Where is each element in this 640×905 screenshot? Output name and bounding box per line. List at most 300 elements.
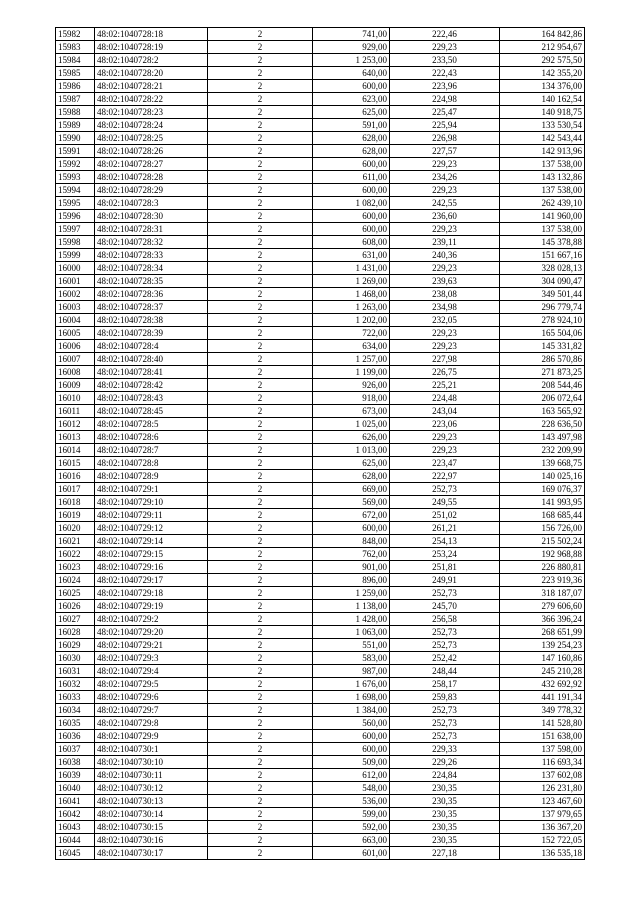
area-cell: 583,00	[313, 652, 390, 665]
area-cell: 626,00	[313, 431, 390, 444]
category-code-cell: 2	[208, 236, 313, 249]
category-code-cell: 2	[208, 535, 313, 548]
specific-value-cell: 242,55	[390, 197, 500, 210]
specific-value-cell: 232,05	[390, 314, 500, 327]
cadastral-value-cell: 145 378,88	[500, 236, 585, 249]
specific-value-cell: 243,04	[390, 405, 500, 418]
specific-value-cell: 252,42	[390, 652, 500, 665]
area-cell: 669,00	[313, 483, 390, 496]
area-cell: 600,00	[313, 223, 390, 236]
table-row	[56, 327, 585, 340]
category-code-cell: 2	[208, 483, 313, 496]
cadastral-number-cell: 48:02:1040728:20	[95, 67, 208, 80]
area-cell: 600,00	[313, 522, 390, 535]
row-number-cell: 15988	[56, 106, 95, 119]
cadastral-number-cell: 48:02:1040729:8	[95, 717, 208, 730]
area-cell: 1 013,00	[313, 444, 390, 457]
cadastral-value-cell: 151 638,00	[500, 730, 585, 743]
cadastral-number-cell: 48:02:1040728:25	[95, 132, 208, 145]
cadastral-value-cell: 139 668,75	[500, 457, 585, 470]
cadastral-number-cell: 48:02:1040729:21	[95, 639, 208, 652]
cadastral-number-cell: 48:02:1040728:31	[95, 223, 208, 236]
row-number-cell: 15998	[56, 236, 95, 249]
cadastral-value-cell: 223 919,36	[500, 574, 585, 587]
row-number-cell: 15997	[56, 223, 95, 236]
area-cell: 592,00	[313, 821, 390, 834]
cadastral-value-cell: 156 726,00	[500, 522, 585, 535]
row-number-cell: 16045	[56, 847, 95, 860]
cadastral-value-cell: 143 132,86	[500, 171, 585, 184]
category-code-cell: 2	[208, 717, 313, 730]
cadastral-value-cell: 278 924,10	[500, 314, 585, 327]
category-code-cell: 2	[208, 691, 313, 704]
category-code-cell: 2	[208, 119, 313, 132]
area-cell: 673,00	[313, 405, 390, 418]
cadastral-value-cell: 262 439,10	[500, 197, 585, 210]
area-cell: 929,00	[313, 41, 390, 54]
row-number-cell: 16010	[56, 392, 95, 405]
cadastral-value-cell: 136 367,20	[500, 821, 585, 834]
category-code-cell: 2	[208, 626, 313, 639]
cadastral-value-cell: 141 993,95	[500, 496, 585, 509]
specific-value-cell: 252,73	[390, 483, 500, 496]
category-code-cell: 2	[208, 28, 313, 41]
cadastral-value-cell: 152 722,05	[500, 834, 585, 847]
table-row	[56, 353, 585, 366]
area-cell: 1 269,00	[313, 275, 390, 288]
specific-value-cell: 253,24	[390, 548, 500, 561]
area-cell: 628,00	[313, 145, 390, 158]
category-code-cell: 2	[208, 574, 313, 587]
row-number-cell: 16006	[56, 340, 95, 353]
cadastral-value-cell: 349 778,32	[500, 704, 585, 717]
row-number-cell: 15991	[56, 145, 95, 158]
cadastral-number-cell: 48:02:1040728:45	[95, 405, 208, 418]
specific-value-cell: 258,17	[390, 678, 500, 691]
row-number-cell: 15992	[56, 158, 95, 171]
specific-value-cell: 249,91	[390, 574, 500, 587]
area-cell: 1 676,00	[313, 678, 390, 691]
area-cell: 600,00	[313, 80, 390, 93]
category-code-cell: 2	[208, 392, 313, 405]
table-row	[56, 509, 585, 522]
category-code-cell: 2	[208, 808, 313, 821]
cadastral-value-cell: 147 160,86	[500, 652, 585, 665]
table-row	[56, 54, 585, 67]
area-cell: 1 199,00	[313, 366, 390, 379]
specific-value-cell: 225,47	[390, 106, 500, 119]
category-code-cell: 2	[208, 301, 313, 314]
table-row	[56, 795, 585, 808]
specific-value-cell: 222,43	[390, 67, 500, 80]
table-row	[56, 522, 585, 535]
table-row	[56, 80, 585, 93]
area-cell: 1 259,00	[313, 587, 390, 600]
category-code-cell: 2	[208, 704, 313, 717]
category-code-cell: 2	[208, 470, 313, 483]
area-cell: 509,00	[313, 756, 390, 769]
cadastral-number-cell: 48:02:1040729:6	[95, 691, 208, 704]
area-cell: 601,00	[313, 847, 390, 860]
cadastral-number-cell: 48:02:1040728:6	[95, 431, 208, 444]
category-code-cell: 2	[208, 821, 313, 834]
cadastral-value-cell: 245 210,28	[500, 665, 585, 678]
table-row	[56, 210, 585, 223]
row-number-cell: 16003	[56, 301, 95, 314]
cadastral-value-cell: 133 530,54	[500, 119, 585, 132]
cadastral-value-cell: 137 979,65	[500, 808, 585, 821]
table-row	[56, 301, 585, 314]
category-code-cell: 2	[208, 158, 313, 171]
category-code-cell: 2	[208, 743, 313, 756]
cadastral-value-cell: 136 535,18	[500, 847, 585, 860]
area-cell: 1 428,00	[313, 613, 390, 626]
specific-value-cell: 230,35	[390, 782, 500, 795]
row-number-cell: 16030	[56, 652, 95, 665]
row-number-cell: 16019	[56, 509, 95, 522]
table-row	[56, 574, 585, 587]
category-code-cell: 2	[208, 561, 313, 574]
specific-value-cell: 222,97	[390, 470, 500, 483]
row-number-cell: 16017	[56, 483, 95, 496]
cadastral-number-cell: 48:02:1040728:38	[95, 314, 208, 327]
cadastral-number-cell: 48:02:1040728:33	[95, 249, 208, 262]
cadastral-number-cell: 48:02:1040730:1	[95, 743, 208, 756]
cadastral-value-cell: 169 076,37	[500, 483, 585, 496]
row-number-cell: 15987	[56, 93, 95, 106]
table-row	[56, 561, 585, 574]
category-code-cell: 2	[208, 67, 313, 80]
row-number-cell: 15999	[56, 249, 95, 262]
row-number-cell: 16002	[56, 288, 95, 301]
row-number-cell: 16029	[56, 639, 95, 652]
cadastral-value-cell: 140 025,16	[500, 470, 585, 483]
category-code-cell: 2	[208, 353, 313, 366]
table-row	[56, 197, 585, 210]
cadastral-value-cell: 212 954,67	[500, 41, 585, 54]
cadastral-number-cell: 48:02:1040729:3	[95, 652, 208, 665]
table-row	[56, 834, 585, 847]
row-number-cell: 16035	[56, 717, 95, 730]
cadastral-number-cell: 48:02:1040728:9	[95, 470, 208, 483]
cadastral-number-cell: 48:02:1040728:34	[95, 262, 208, 275]
cadastral-value-cell: 123 467,60	[500, 795, 585, 808]
cadastral-value-cell: 286 570,86	[500, 353, 585, 366]
cadastral-value-cell: 139 254,23	[500, 639, 585, 652]
cadastral-value-cell: 268 651,99	[500, 626, 585, 639]
specific-value-cell: 252,73	[390, 587, 500, 600]
cadastral-value-cell: 232 209,99	[500, 444, 585, 457]
table-row	[56, 392, 585, 405]
row-number-cell: 16004	[56, 314, 95, 327]
specific-value-cell: 224,48	[390, 392, 500, 405]
table-row	[56, 145, 585, 158]
area-cell: 1 468,00	[313, 288, 390, 301]
cadastral-number-cell: 48:02:1040729:5	[95, 678, 208, 691]
area-cell: 1 384,00	[313, 704, 390, 717]
cadastral-value-cell: 142 355,20	[500, 67, 585, 80]
area-cell: 663,00	[313, 834, 390, 847]
specific-value-cell: 223,06	[390, 418, 500, 431]
row-number-cell: 16026	[56, 600, 95, 613]
row-number-cell: 16014	[56, 444, 95, 457]
area-cell: 600,00	[313, 730, 390, 743]
cadastral-number-cell: 48:02:1040729:20	[95, 626, 208, 639]
area-cell: 600,00	[313, 158, 390, 171]
cadastral-number-cell: 48:02:1040728:30	[95, 210, 208, 223]
row-number-cell: 16023	[56, 561, 95, 574]
table-row	[56, 132, 585, 145]
table-row	[56, 535, 585, 548]
row-number-cell: 16007	[56, 353, 95, 366]
category-code-cell: 2	[208, 288, 313, 301]
specific-value-cell: 224,84	[390, 769, 500, 782]
specific-value-cell: 225,94	[390, 119, 500, 132]
table-row	[56, 93, 585, 106]
row-number-cell: 16027	[56, 613, 95, 626]
specific-value-cell: 223,96	[390, 80, 500, 93]
specific-value-cell: 230,35	[390, 795, 500, 808]
category-code-cell: 2	[208, 457, 313, 470]
category-code-cell: 2	[208, 210, 313, 223]
table-row	[56, 483, 585, 496]
row-number-cell: 16033	[56, 691, 95, 704]
specific-value-cell: 252,73	[390, 717, 500, 730]
area-cell: 600,00	[313, 743, 390, 756]
table-row	[56, 756, 585, 769]
row-number-cell: 15984	[56, 54, 95, 67]
specific-value-cell: 259,83	[390, 691, 500, 704]
area-cell: 631,00	[313, 249, 390, 262]
row-number-cell: 16042	[56, 808, 95, 821]
category-code-cell: 2	[208, 678, 313, 691]
cadastral-value-cell: 206 072,64	[500, 392, 585, 405]
table-row	[56, 366, 585, 379]
specific-value-cell: 229,23	[390, 223, 500, 236]
specific-value-cell: 261,21	[390, 522, 500, 535]
cadastral-number-cell: 48:02:1040728:24	[95, 119, 208, 132]
cadastral-number-cell: 48:02:1040730:14	[95, 808, 208, 821]
table-row	[56, 613, 585, 626]
row-number-cell: 16025	[56, 587, 95, 600]
cadastral-value-cell: 134 376,00	[500, 80, 585, 93]
row-number-cell: 16000	[56, 262, 95, 275]
category-code-cell: 2	[208, 730, 313, 743]
row-number-cell: 16024	[56, 574, 95, 587]
cadastral-value-cell: 137 538,00	[500, 223, 585, 236]
cadastral-value-cell: 192 968,88	[500, 548, 585, 561]
category-code-cell: 2	[208, 262, 313, 275]
category-code-cell: 2	[208, 431, 313, 444]
cadastral-number-cell: 48:02:1040728:3	[95, 197, 208, 210]
table-row	[56, 587, 585, 600]
row-number-cell: 15982	[56, 28, 95, 41]
table-row	[56, 639, 585, 652]
table-row	[56, 600, 585, 613]
category-code-cell: 2	[208, 249, 313, 262]
table-row	[56, 496, 585, 509]
area-cell: 640,00	[313, 67, 390, 80]
table-row	[56, 106, 585, 119]
table-row	[56, 249, 585, 262]
table-row	[56, 730, 585, 743]
specific-value-cell: 254,13	[390, 535, 500, 548]
specific-value-cell: 229,33	[390, 743, 500, 756]
area-cell: 1 698,00	[313, 691, 390, 704]
table-row	[56, 158, 585, 171]
row-number-cell: 15985	[56, 67, 95, 80]
specific-value-cell: 240,36	[390, 249, 500, 262]
area-cell: 569,00	[313, 496, 390, 509]
area-cell: 623,00	[313, 93, 390, 106]
row-number-cell: 16018	[56, 496, 95, 509]
specific-value-cell: 229,23	[390, 184, 500, 197]
area-cell: 600,00	[313, 210, 390, 223]
category-code-cell: 2	[208, 834, 313, 847]
area-cell: 634,00	[313, 340, 390, 353]
cadastral-value-cell: 137 602,08	[500, 769, 585, 782]
area-cell: 625,00	[313, 106, 390, 119]
cadastral-value-cell: 116 693,34	[500, 756, 585, 769]
row-number-cell: 15990	[56, 132, 95, 145]
area-cell: 848,00	[313, 535, 390, 548]
specific-value-cell: 229,23	[390, 431, 500, 444]
cadastral-value-cell: 151 667,16	[500, 249, 585, 262]
specific-value-cell: 229,23	[390, 327, 500, 340]
row-number-cell: 15996	[56, 210, 95, 223]
row-number-cell: 16036	[56, 730, 95, 743]
table-row	[56, 119, 585, 132]
cadastral-number-cell: 48:02:1040728:36	[95, 288, 208, 301]
cadastral-number-cell: 48:02:1040729:11	[95, 509, 208, 522]
table-row	[56, 665, 585, 678]
cadastral-number-cell: 48:02:1040729:2	[95, 613, 208, 626]
specific-value-cell: 252,73	[390, 730, 500, 743]
cadastral-number-cell: 48:02:1040729:19	[95, 600, 208, 613]
specific-value-cell: 252,73	[390, 639, 500, 652]
specific-value-cell: 227,18	[390, 847, 500, 860]
specific-value-cell: 234,26	[390, 171, 500, 184]
table-row	[56, 678, 585, 691]
category-code-cell: 2	[208, 145, 313, 158]
category-code-cell: 2	[208, 418, 313, 431]
specific-value-cell: 222,46	[390, 28, 500, 41]
table-row	[56, 808, 585, 821]
table-row	[56, 379, 585, 392]
row-number-cell: 16039	[56, 769, 95, 782]
specific-value-cell: 229,23	[390, 41, 500, 54]
row-number-cell: 15989	[56, 119, 95, 132]
cadastral-number-cell: 48:02:1040728:41	[95, 366, 208, 379]
cadastral-value-cell: 142 913,96	[500, 145, 585, 158]
area-cell: 918,00	[313, 392, 390, 405]
cadastral-value-cell: 271 873,25	[500, 366, 585, 379]
row-number-cell: 16041	[56, 795, 95, 808]
specific-value-cell: 230,35	[390, 821, 500, 834]
area-cell: 987,00	[313, 665, 390, 678]
cadastral-value-cell: 142 543,44	[500, 132, 585, 145]
category-code-cell: 2	[208, 548, 313, 561]
cadastral-value-cell: 366 396,24	[500, 613, 585, 626]
cadastral-number-cell: 48:02:1040729:1	[95, 483, 208, 496]
specific-value-cell: 226,75	[390, 366, 500, 379]
category-code-cell: 2	[208, 54, 313, 67]
cadastral-value-cell: 165 504,06	[500, 327, 585, 340]
cadastral-value-cell: 279 606,60	[500, 600, 585, 613]
table-row	[56, 470, 585, 483]
cadastral-value-cell: 432 692,92	[500, 678, 585, 691]
specific-value-cell: 252,73	[390, 704, 500, 717]
row-number-cell: 16044	[56, 834, 95, 847]
cadastral-value-cell: 141 528,80	[500, 717, 585, 730]
specific-value-cell: 239,63	[390, 275, 500, 288]
area-cell: 1 263,00	[313, 301, 390, 314]
specific-value-cell: 256,58	[390, 613, 500, 626]
specific-value-cell: 229,23	[390, 158, 500, 171]
table-row	[56, 288, 585, 301]
table-row	[56, 418, 585, 431]
cadastral-value-cell: 292 575,50	[500, 54, 585, 67]
specific-value-cell: 226,98	[390, 132, 500, 145]
category-code-cell: 2	[208, 444, 313, 457]
cadastral-number-cell: 48:02:1040728:26	[95, 145, 208, 158]
cadastral-number-cell: 48:02:1040729:7	[95, 704, 208, 717]
category-code-cell: 2	[208, 106, 313, 119]
row-number-cell: 15993	[56, 171, 95, 184]
specific-value-cell: 238,08	[390, 288, 500, 301]
cadastral-value-cell: 304 090,47	[500, 275, 585, 288]
table-row	[56, 847, 585, 860]
category-code-cell: 2	[208, 769, 313, 782]
cadastral-number-cell: 48:02:1040729:10	[95, 496, 208, 509]
specific-value-cell: 249,55	[390, 496, 500, 509]
cadastral-number-cell: 48:02:1040728:27	[95, 158, 208, 171]
row-number-cell: 16013	[56, 431, 95, 444]
table-row	[56, 405, 585, 418]
cadastral-value-cell: 145 331,82	[500, 340, 585, 353]
cadastral-value-cell: 168 685,44	[500, 509, 585, 522]
specific-value-cell: 236,60	[390, 210, 500, 223]
table-row	[56, 548, 585, 561]
specific-value-cell: 229,26	[390, 756, 500, 769]
specific-value-cell: 252,73	[390, 626, 500, 639]
area-cell: 1 431,00	[313, 262, 390, 275]
category-code-cell: 2	[208, 847, 313, 860]
table-row	[56, 444, 585, 457]
cadastral-number-cell: 48:02:1040729:9	[95, 730, 208, 743]
category-code-cell: 2	[208, 379, 313, 392]
cadastral-value-cell: 349 501,44	[500, 288, 585, 301]
area-cell: 901,00	[313, 561, 390, 574]
cadastral-number-cell: 48:02:1040728:22	[95, 93, 208, 106]
cadastral-number-cell: 48:02:1040728:42	[95, 379, 208, 392]
row-number-cell: 16012	[56, 418, 95, 431]
cadastral-number-cell: 48:02:1040728:23	[95, 106, 208, 119]
cadastral-number-cell: 48:02:1040730:11	[95, 769, 208, 782]
category-code-cell: 2	[208, 613, 313, 626]
table-row	[56, 223, 585, 236]
table-row	[56, 171, 585, 184]
specific-value-cell: 234,98	[390, 301, 500, 314]
category-code-cell: 2	[208, 41, 313, 54]
category-code-cell: 2	[208, 275, 313, 288]
table-row	[56, 340, 585, 353]
cadastral-number-cell: 48:02:1040729:4	[95, 665, 208, 678]
category-code-cell: 2	[208, 756, 313, 769]
cadastral-number-cell: 48:02:1040730:15	[95, 821, 208, 834]
area-cell: 628,00	[313, 132, 390, 145]
cadastral-number-cell: 48:02:1040728:29	[95, 184, 208, 197]
